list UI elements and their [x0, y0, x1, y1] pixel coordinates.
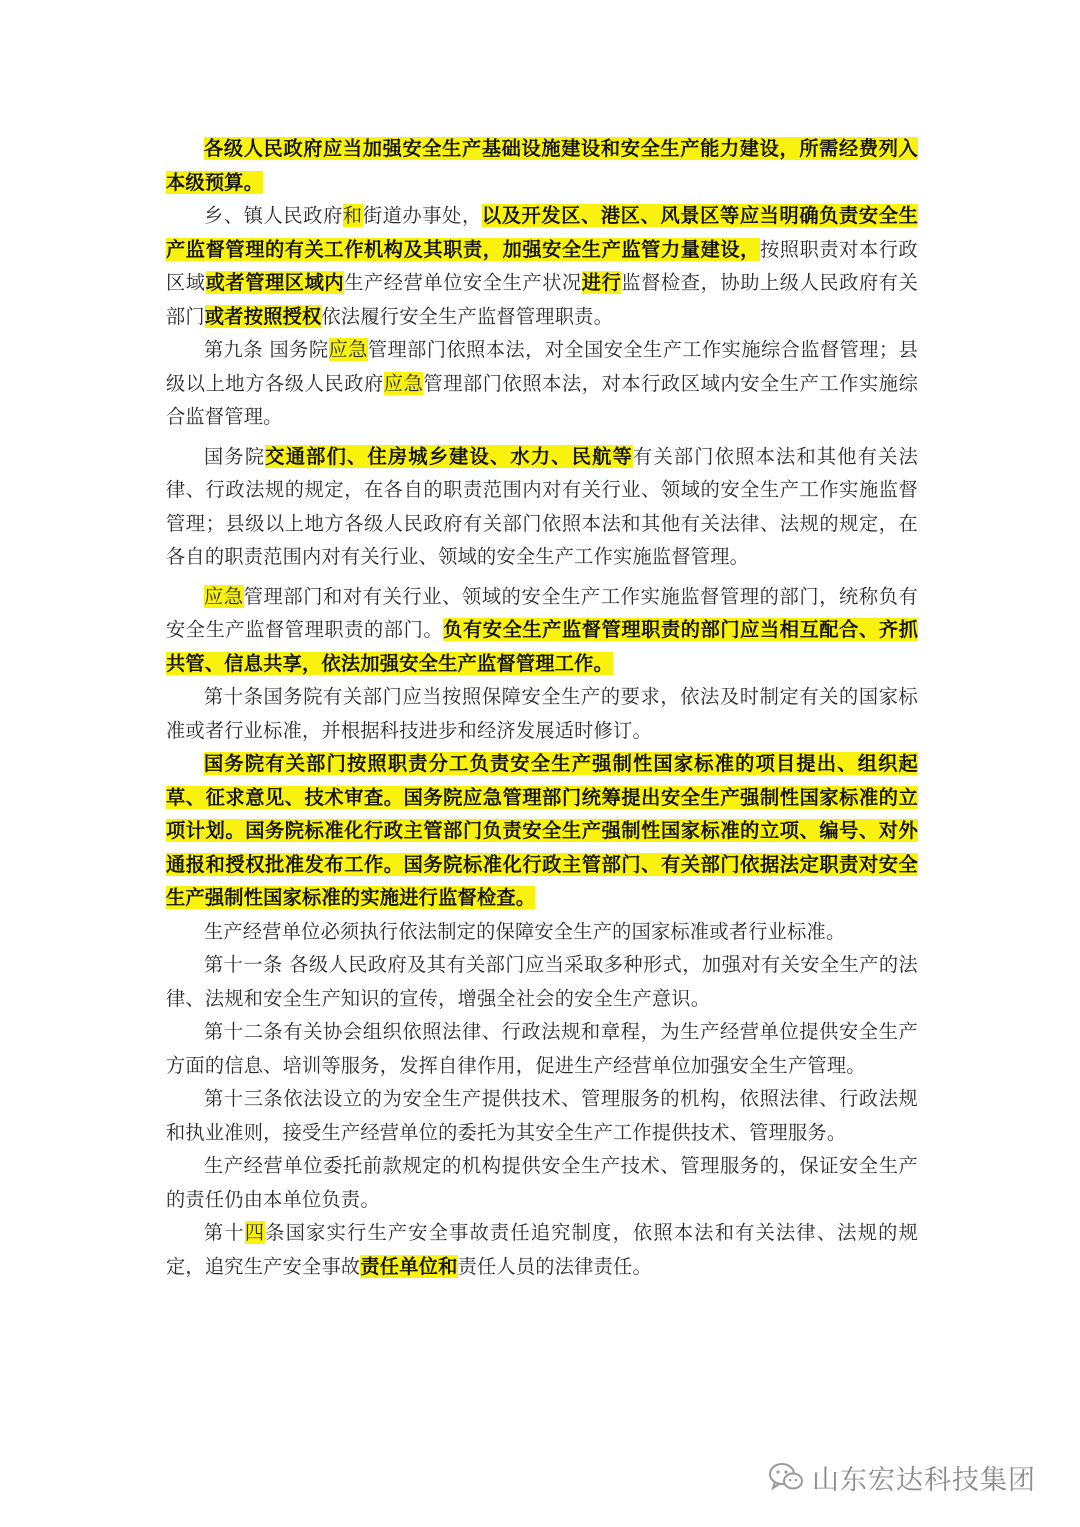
paragraph [166, 1082, 918, 1149]
text-run: 第十三条依法设立的为安全生产提供技术、管理服务的机构，依照法律、行政法规和执业准则，接受生产经营单位的委托为其安全生产工作提供技术、管理服务。 [166, 1087, 918, 1144]
highlighted-text: 以及开发区、港区、风景区等应当明确负责安全生产监督管理的有关工作机构及其职责，加强安全生产监管力量建设， [166, 204, 919, 261]
highlighted-text: 或者管理区域内 [205, 271, 345, 294]
text-run: 有关部门依照本法和其他有关法律、行政法规的规定，在各自的职责范围内对有关行业、领域的安全生产工作实施监督管理；县级以上地方各级人民政府有关部门依照本法和其他有关法律、法规的规定，在各自的职责范围内对有关行业、领域的安全生产工作实施监督管理。 [166, 444, 919, 568]
text-run: 乡、镇人民政府 [204, 204, 343, 227]
highlighted-text: 国务院有关部门按照职责分工负责安全生产强制性国家标准的项目提出、组织起草、征求意见、技术审查。国务院应急管理部门统筹提出安全生产强制性国家标准的立项计划。国务院标准化行政主管部门负责安全生产强制性国家标准的立项、编号、对外通报和授权批准发布工作。国务院标准化行政主管部门、有关部门依据法定职责对安全生产强制性国家标准的实施进行监督检查。 [166, 752, 918, 909]
paragraph [166, 1015, 918, 1082]
text-run: 依法履行安全生产监督管理职责。 [321, 304, 614, 328]
paragraph [166, 333, 918, 434]
document-body [166, 132, 918, 1283]
highlighted-text: 应急 [204, 584, 244, 608]
paragraph [166, 440, 918, 574]
text-run: 第十二条有关协会组织依照法律、行政法规和章程，为生产经营单位提供安全生产方面的信息、培训等服务，发挥自律作用，促进生产经营单位加强安全生产管理。 [166, 1020, 918, 1077]
highlighted-text: 负有安全生产监督管理职责的部门应当相互配合、齐抓共管、信息共享，依法加强安全生产监督管理工作。 [166, 618, 919, 675]
text-run: 管理部门依照本法，对本行政区域内安全生产工作实施综合监督管理。 [166, 371, 919, 428]
paragraph [166, 680, 918, 747]
text-run: 按照职责对本行政区域 [166, 237, 918, 294]
text-run: 第十条国务院有关部门应当按照保障安全生产的要求，依法及时制定有关的国家标准或者行业标准，并根据科技进步和经济发展适时修订。 [166, 685, 918, 742]
paragraph [166, 948, 918, 1015]
text-run: 第十一条 各级人民政府及其有关部门应当采取多种形式，加强对有关安全生产的法律、法规和安全生产知识的宣传，增强全社会的安全生产意识。 [166, 953, 918, 1010]
paragraph [166, 1216, 918, 1283]
highlighted-text: 应急 [383, 371, 424, 395]
text-run: 第九条 国务院 [204, 338, 329, 361]
text-run: 责任人员的法律责任。 [457, 1254, 652, 1278]
paragraph [166, 1149, 918, 1216]
text-run: 生产经营单位委托前款规定的机构提供安全生产技术、管理服务的，保证安全生产的责任仍由本单位负责。 [166, 1154, 918, 1211]
text-run: 管理部门依照本法，对全国安全生产工作实施综合监督管理；县级以上地方各级人民政府 [166, 338, 919, 395]
highlighted-text: 和 [342, 204, 363, 227]
paragraph [166, 580, 918, 681]
highlighted-text: 或者按照授权 [204, 304, 322, 328]
text-run: 街道办事处， [362, 204, 482, 227]
highlighted-text: 应急 [328, 338, 368, 361]
text-run: 条国家实行生产安全事故责任追究制度，依照本法和有关法律、法规的规定，追究生产安全事故 [166, 1221, 919, 1278]
highlighted-text: 四 [244, 1221, 266, 1244]
paragraph [166, 747, 918, 915]
watermark [768, 1457, 1036, 1497]
text-run: 第十 [204, 1221, 245, 1244]
text-run: 生产经营单位必须执行依法制定的保障安全生产的国家标准或者行业标准。 [204, 919, 846, 943]
watermark-text: 山东宏达科技集团 [812, 1464, 1036, 1496]
paragraph [166, 132, 918, 199]
text-run: 管理部门和对有关行业、领域的安全生产工作实施监督管理的部门，统称负有安全生产监督管理职责的部门。 [166, 584, 919, 641]
paragraph [166, 199, 918, 333]
text-run: 监督检查，协助上级人民政府有关部门 [166, 271, 919, 328]
text-run: 国务院 [204, 444, 266, 468]
highlighted-text: 责任单位和 [360, 1254, 458, 1278]
paragraph [166, 915, 918, 949]
highlighted-text: 进行 [581, 271, 622, 294]
highlighted-text: 各级人民政府应当加强安全生产基础设施建设和安全生产能力建设，所需经费列入本级预算。 [166, 137, 918, 194]
wechat-icon [768, 1461, 804, 1493]
text-run: 生产经营单位安全生产状况 [344, 271, 582, 294]
highlighted-text: 交通部们、住房城乡建设、水力、民航等 [265, 444, 634, 468]
